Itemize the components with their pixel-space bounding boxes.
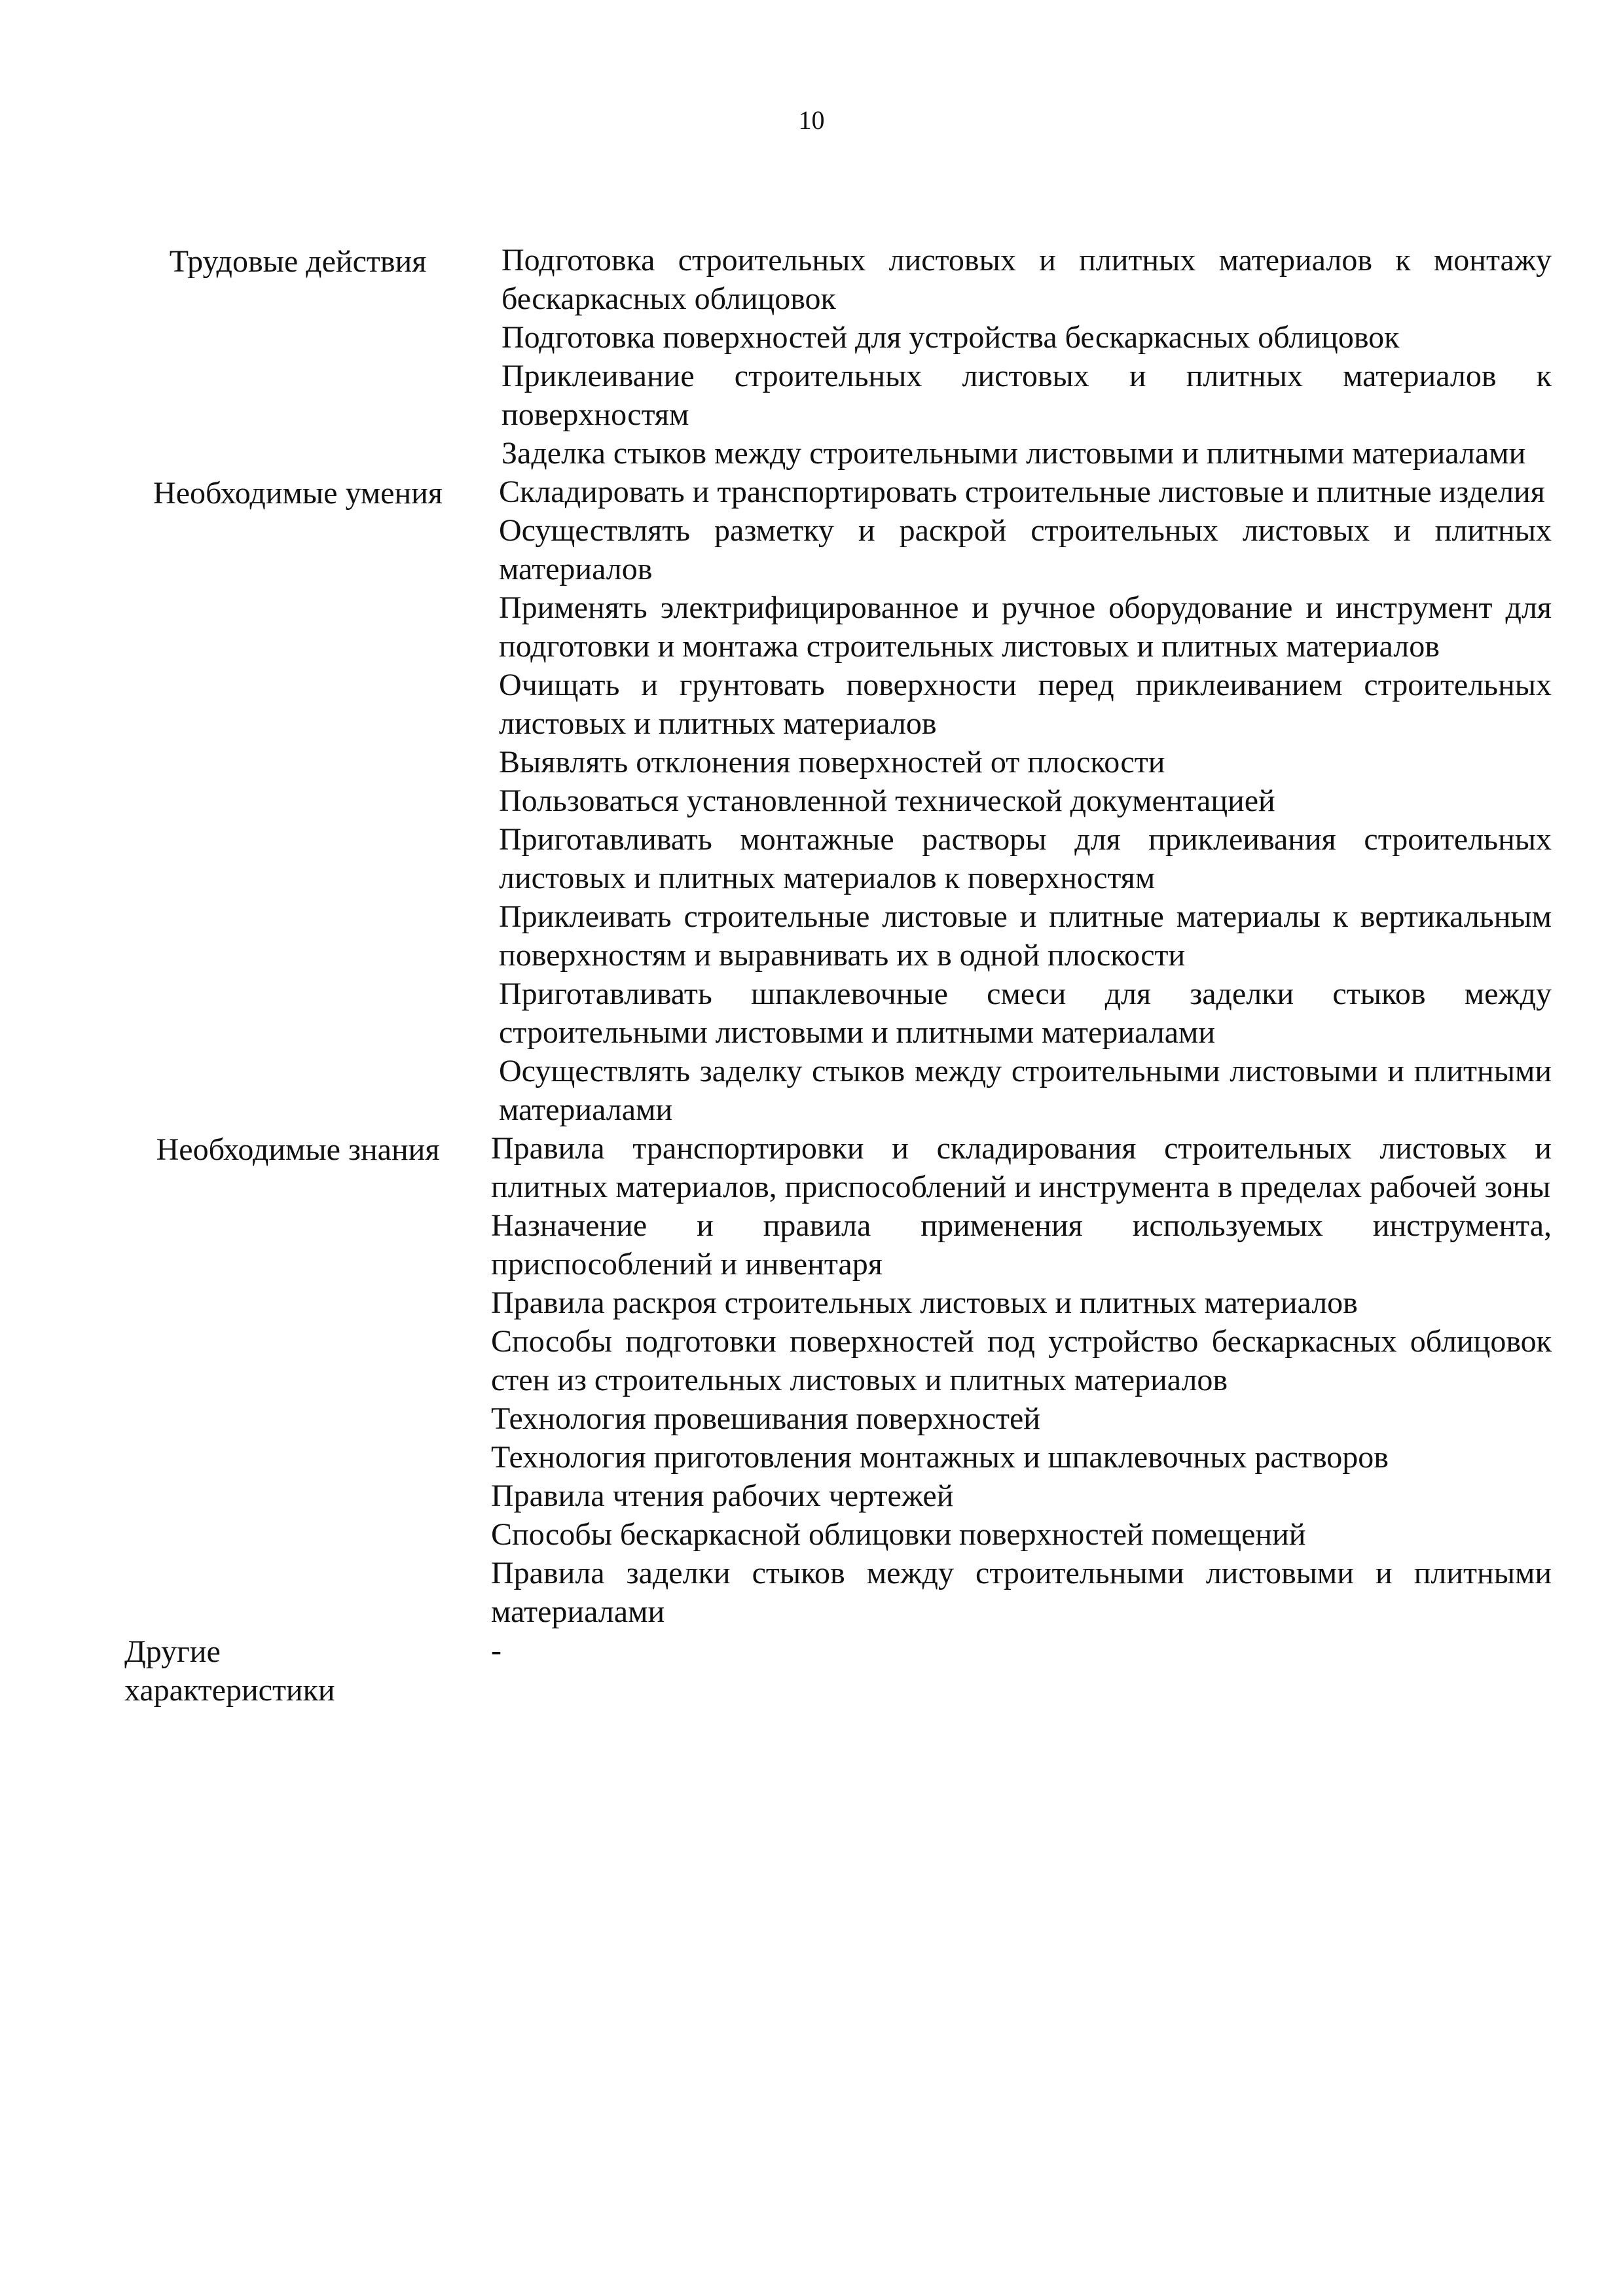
list-item: Осуществлять разметку и раскрой строительных листовых и плитных материалов bbox=[499, 513, 1552, 586]
section-items bbox=[471, 473, 1552, 1129]
section-other-characteristics bbox=[124, 1631, 1552, 1710]
list-item: Приклеивать строительные листовые и плитные материалы к вертикальным поверхностям и выравнивать их в одной плоскости bbox=[499, 899, 1552, 973]
list-item: Технология провешивания поверхностей bbox=[491, 1401, 1040, 1436]
section-required-skills bbox=[124, 473, 1552, 1129]
list-item: Осуществлять заделку стыков между строительными листовыми и плитными материалами bbox=[499, 1054, 1552, 1127]
list-item: Приготавливать шпаклевочные смеси для заделки стыков между строительными листовыми и плитными материалами bbox=[499, 977, 1552, 1050]
list-item: Подготовка поверхностей для устройства бескаркасных облицовок bbox=[501, 320, 1400, 355]
list-item: Складировать и транспортировать строительные листовые и плитные изделия bbox=[499, 475, 1545, 509]
list-item: - bbox=[491, 1633, 501, 1668]
list-item: Заделка стыков между строительными листовыми и плитными материалами bbox=[501, 436, 1526, 471]
section-items bbox=[471, 241, 1552, 473]
list-item: Применять электрифицированное и ручное оборудование и инструмент для подготовки и монтажа строительных листовых и плитных материалов bbox=[499, 590, 1552, 664]
list-item: Правила чтения рабочих чертежей bbox=[491, 1479, 954, 1513]
section-label: Другие характеристики bbox=[124, 1634, 335, 1708]
section-labor-actions bbox=[124, 241, 1552, 473]
section-label: Необходимые знания bbox=[156, 1132, 440, 1167]
list-item: Правила раскроя строительных листовых и плитных материалов bbox=[491, 1285, 1358, 1320]
list-item: Подготовка строительных листовых и плитных материалов к монтажу бескаркасных облицовок bbox=[501, 243, 1552, 316]
list-item: Назначение и правила применения используемых инструмента, приспособлений и инвентаря bbox=[491, 1208, 1552, 1282]
section-label: Трудовые действия bbox=[169, 244, 427, 279]
page-number: 10 bbox=[798, 105, 825, 135]
characteristics-table bbox=[124, 241, 1552, 1710]
list-item: Приклеивание строительных листовых и плитных материалов к поверхностям bbox=[501, 359, 1552, 432]
list-item: Способы бескаркасной облицовки поверхностей помещений bbox=[491, 1517, 1306, 1552]
list-item: Выявлять отклонения поверхностей от плоскости bbox=[499, 745, 1165, 780]
list-item: Приготавливать монтажные растворы для приклеивания строительных листовых и плитных материалов к поверхностям bbox=[499, 822, 1552, 895]
list-item: Правила заделки стыков между строительными листовыми и плитными материалами bbox=[491, 1556, 1552, 1629]
section-label: Необходимые умения bbox=[153, 476, 443, 511]
section-required-knowledge bbox=[124, 1129, 1552, 1631]
list-item: Способы подготовки поверхностей под устройство бескаркасных облицовок стен из строительных листовых и плитных материалов bbox=[491, 1324, 1552, 1397]
list-item: Пользоваться установленной технической документацией bbox=[499, 783, 1275, 818]
list-item: Технология приготовления монтажных и шпаклевочных растворов bbox=[491, 1440, 1389, 1475]
section-items bbox=[471, 1129, 1552, 1631]
list-item: Правила транспортировки и складирования строительных листовых и плитных материалов, приспособлений и инструмента в пределах рабочей зоны bbox=[491, 1131, 1552, 1204]
section-items bbox=[471, 1631, 1552, 1670]
list-item: Очищать и грунтовать поверхности перед приклеиванием строительных листовых и плитных материалов bbox=[499, 668, 1552, 741]
